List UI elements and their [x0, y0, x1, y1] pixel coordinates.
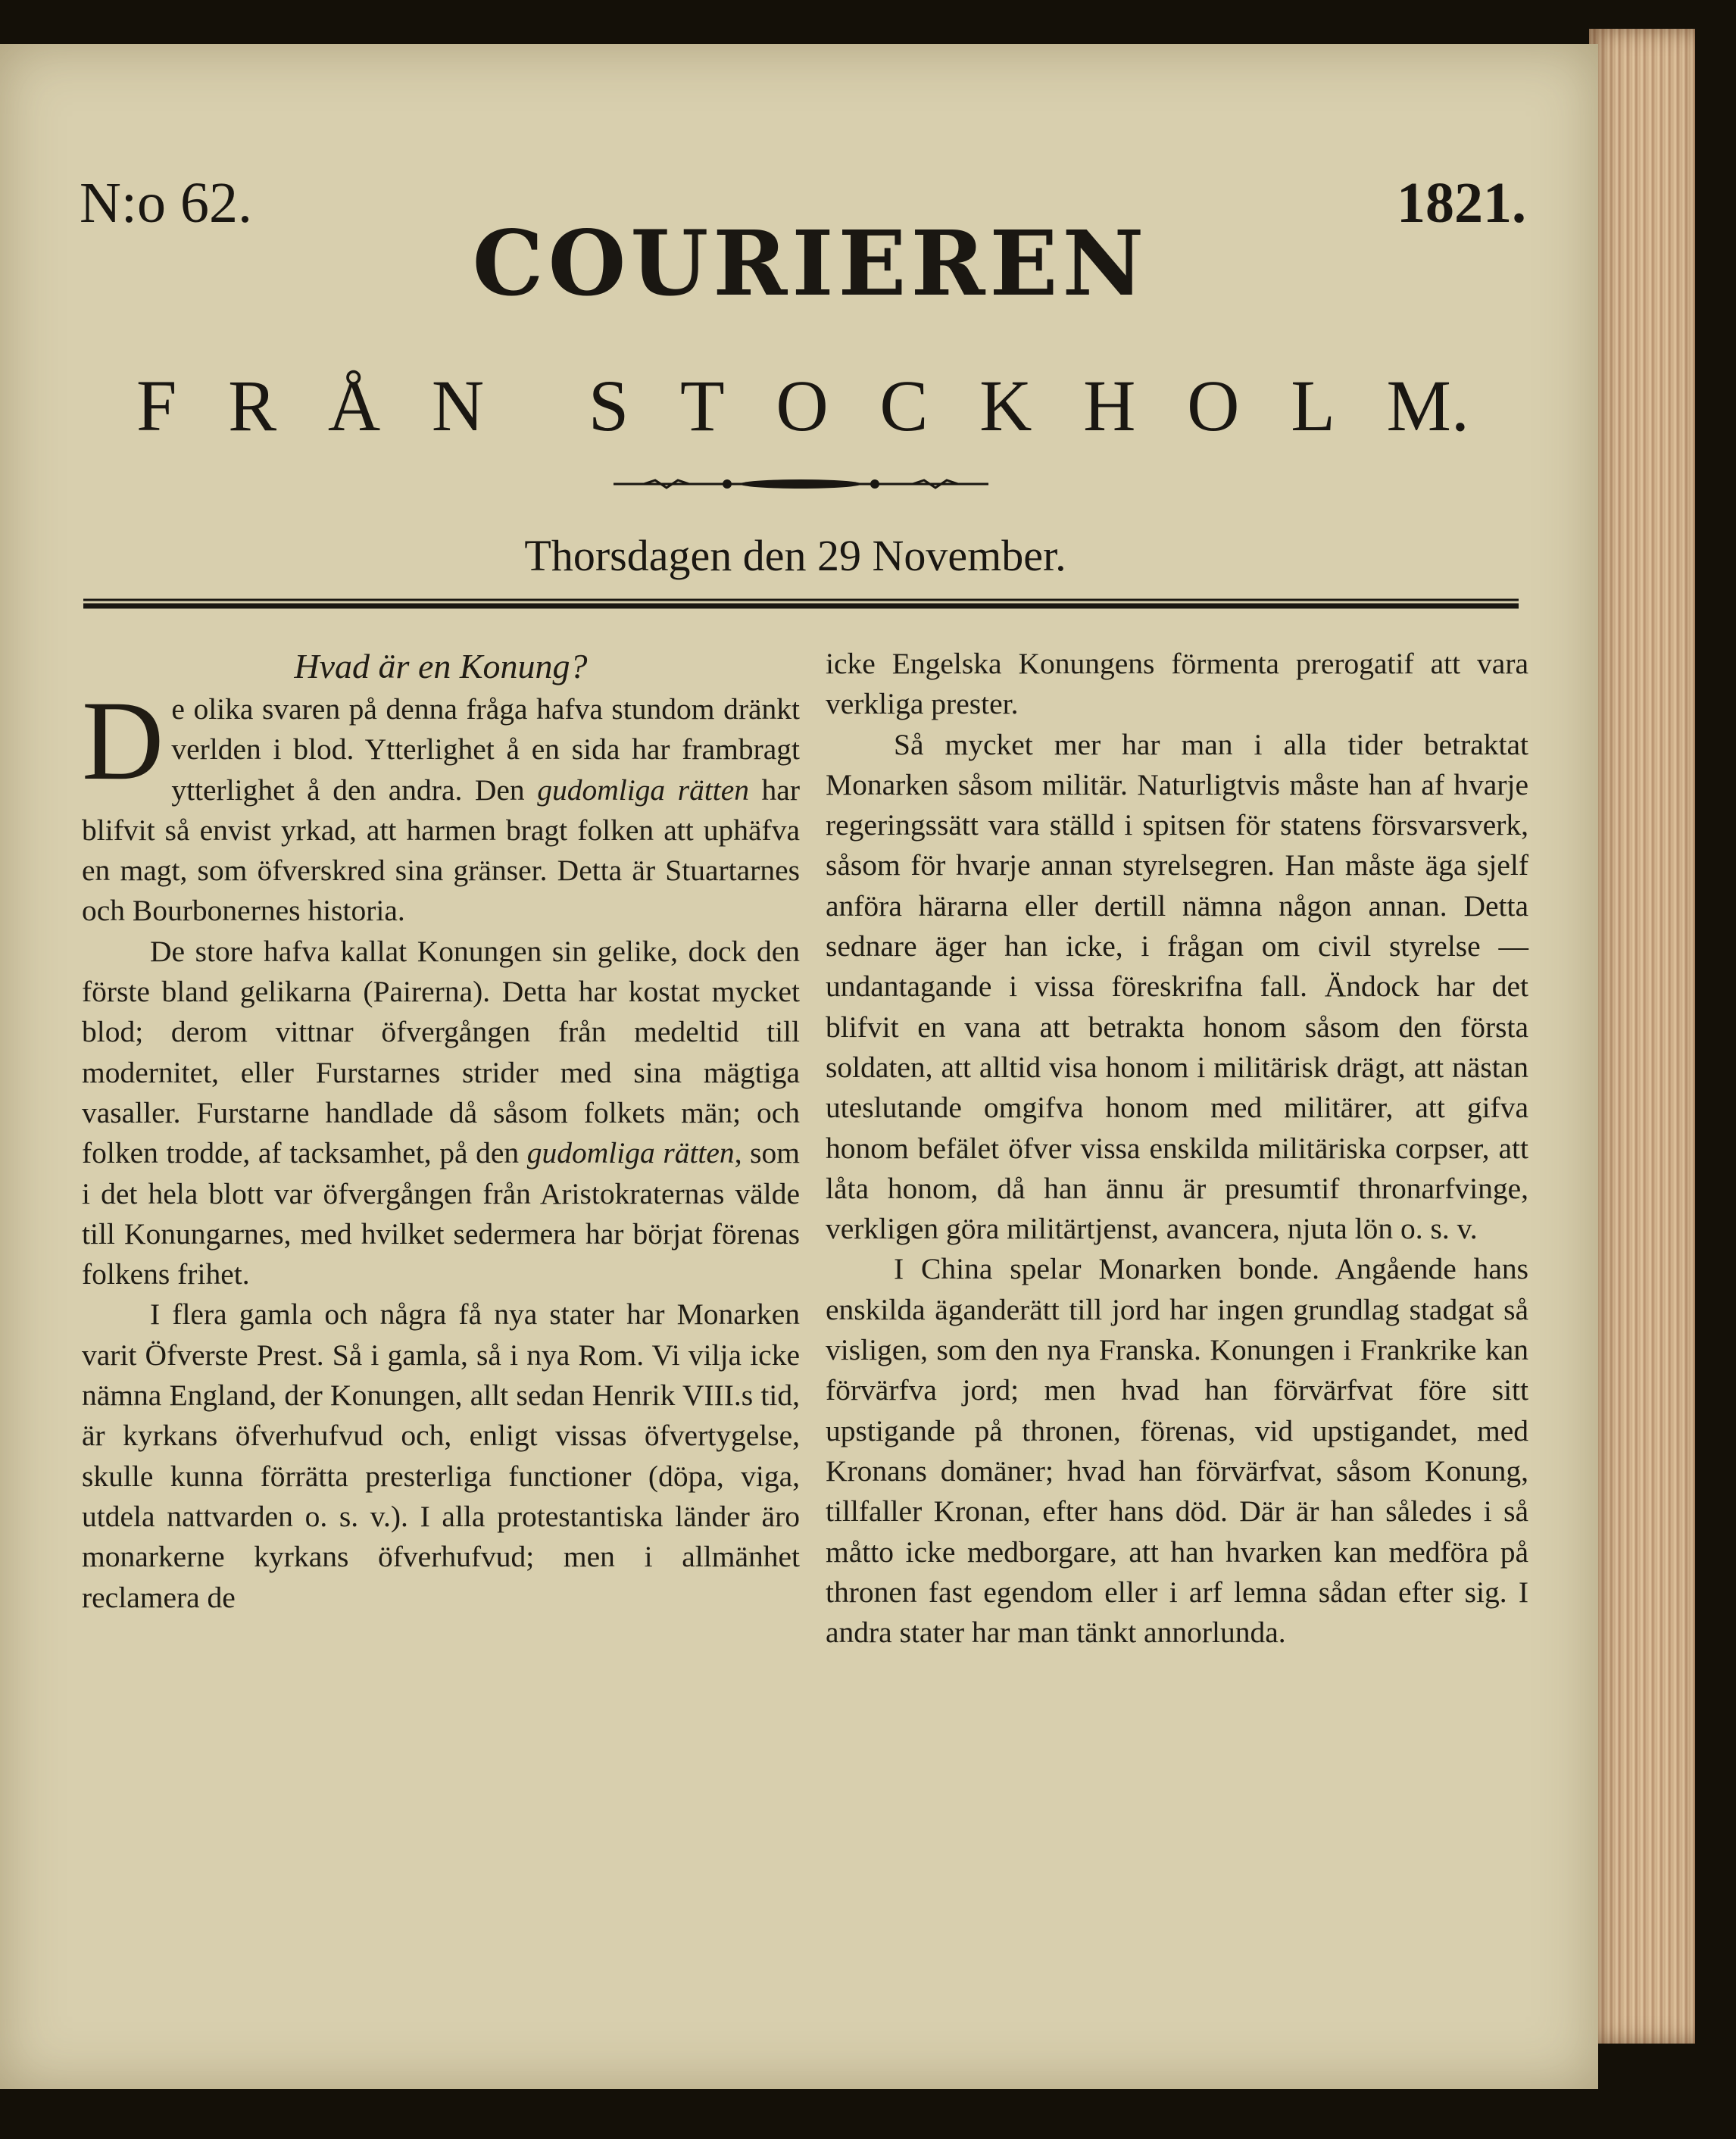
issue-year: 1821. — [1397, 171, 1526, 235]
text-run: , som i det hela blott var öfvergången från Aristokraternas välde till Konungarnes, med hvilket sedermera har börjat förenas folkens frihet. — [82, 1136, 800, 1291]
issue-number: N:o 62. — [80, 171, 252, 235]
header-rule — [83, 597, 1519, 610]
paragraph: I flera gamla och några få nya stater har Monarken varit Öfverste Prest. Så i gamla, så i nya Rom. Vi vilja icke nämna England, der Konungen, allt sedan Henrik VIII.s tid, är kyrkans öfverhufvud och, enligt vissas öfvertygelse, skulle kunna förrätta presterliga functioner (döpa, viga, utdela nattvarden o. s. v.). I alla protestantiska länder äro monarkerne kyrkans öfverhufvud; men i allmänhet reclamera de — [82, 1297, 800, 1614]
article-heading: Hvad är en Konung? — [294, 647, 588, 685]
subtitle-letter: O — [1187, 365, 1240, 446]
paragraph — [82, 678, 800, 932]
subtitle-letter: F — [136, 365, 177, 446]
emphasis: gudomliga rätten — [526, 1136, 735, 1170]
subtitle-letter: S — [588, 365, 629, 446]
subtitle-letter: R — [228, 365, 277, 446]
subtitle-letter: T — [679, 365, 725, 446]
text-run: De store hafva kallat Konungen sin gelike, dock den förste bland gelikarna (Pairerna). Detta har kostat mycket blod; derom vittnar öfvergången från medeltid till modernitet, eller Furstarnes strider med sina mägtiga vasaller. Furstarne handlade då såsom folkets män; och folken trodde, af tacksamhet, på den — [82, 934, 800, 1170]
subtitle-letter: N — [431, 365, 485, 446]
ornament-divider — [614, 479, 988, 489]
subtitle-letter: H — [1083, 365, 1136, 446]
paragraph: I China spelar Monarken bonde. Angående hans enskilda äganderätt till jord har ingen grundlag stadgat så visligen, som den nya Franska. Konungen i Frankrike kan förvärfva jord; men hvad han förvärfvat före sitt upstigande på thronen, förenas, vid upstigandet, med Kronans domäner; hvad han förvärfvat, såsom Konung, tillfaller Kronan, efter hans död. Där är han således i så måtto icke medborgare, att han hvarken kan medföra på thronen fast egendom eller i arf lemna sådan efter sig. I andra stater har man tänkt annorlunda. — [826, 1252, 1528, 1650]
subtitle-letter: C — [879, 365, 929, 446]
paragraph — [82, 932, 800, 1295]
text-run: e olika svaren på denna fråga hafva stundom dränkt verlden i blod. Ytterlighet å en sida har frambragt ytterlighet å den andra. Den — [171, 692, 800, 807]
paragraph: Så mycket mer har man i alla tider betraktat Monarken såsom militär. Naturligtvis måste han af hvarje regeringssätt vara ställd i spitsen för statens försvarsverk, såsom för hvarje annan styrelsegren. Han måste äga sjelf anföra härarna eller dertill nämna någon annan. Detta sednare äger han icke, i frågan om civil styrelse — undantagande i vissa föreskrifna fall. Ändock har det blifvit en vana att betrakta honom såsom den första soldaten, att alltid visa honom i militärisk drägt, att nästan uteslutande omgifva honom med militärer, att gifva honom befälet öfver vissa enskilda militäriska corpser, att låta honom, då han ännu är presumtif thronarfvinge, verkligen göra militärtjenst, avancera, njuta lön o. s. v. — [826, 727, 1528, 1246]
left-column — [82, 644, 800, 1618]
paragraph: icke Engelska Konungens förmenta prerogatif att vara verkliga prester. — [826, 647, 1528, 721]
book-page-edges — [1589, 29, 1695, 2044]
masthead-title: COURIEREN — [472, 211, 1149, 316]
masthead-subtitle — [136, 364, 1469, 448]
dateline: Thorsdagen den 29 November. — [524, 531, 1066, 580]
subtitle-letter: K — [979, 365, 1032, 446]
right-column — [826, 644, 1528, 1653]
subtitle-letter: Å — [327, 365, 381, 446]
text-run: har blifvit så envist yrkad, att harmen bragt folken att uphäfva en magt, som öfverskred sina gränser. Detta är Stuartarnes och Bourbonernes historia. — [82, 773, 800, 928]
subtitle-letter: L — [1291, 365, 1335, 446]
subtitle-letter: M. — [1386, 365, 1469, 446]
drop-cap: D — [82, 678, 164, 804]
emphasis: gudomliga rätten — [537, 773, 750, 807]
subtitle-letter: O — [776, 365, 829, 446]
